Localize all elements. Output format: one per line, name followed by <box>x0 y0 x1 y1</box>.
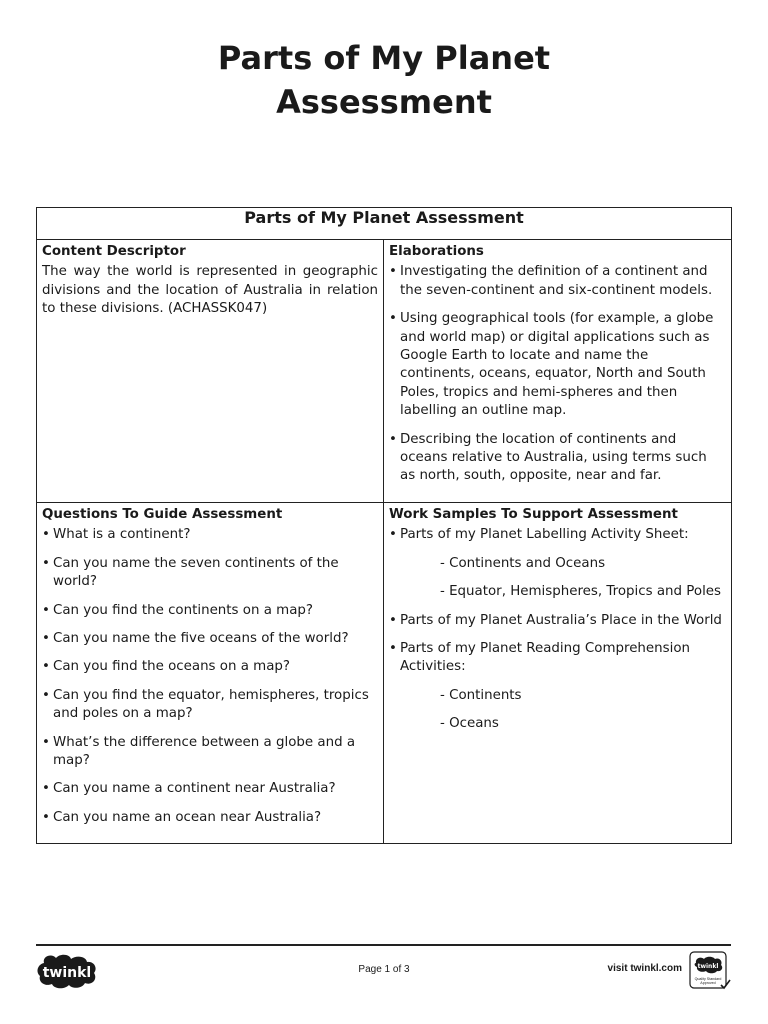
badge-text: twinkl <box>697 963 719 970</box>
elaborations-cell <box>384 240 732 503</box>
visit-link[interactable]: visit twinkl.com <box>607 963 682 974</box>
questions-title: Questions To Guide Assessment <box>42 506 283 522</box>
sub-list-item: - Continents and Oceans <box>440 555 606 571</box>
content-descriptor-title: Content Descriptor <box>42 244 186 259</box>
list-item: • Can you name the five oceans of the world? <box>42 630 378 648</box>
quality-badge <box>689 951 731 991</box>
list-item: • Can you name the seven continents of the world? <box>42 555 378 592</box>
page-number: Page 1 of 3 <box>358 964 410 975</box>
assessment-table <box>36 207 732 844</box>
list-item: • Parts of my Planet Labelling Activity Sheet: <box>389 526 726 544</box>
sub-list-item: - Equator, Hemispheres, Tropics and Poles <box>440 584 722 600</box>
list-item: • Parts of my Planet Australia’s Place in the World <box>389 612 726 630</box>
sub-list-item: - Continents <box>440 687 522 703</box>
table-heading: Parts of My Planet Assessment <box>37 208 732 240</box>
questions-cell <box>37 502 384 843</box>
work-samples-list <box>389 526 726 544</box>
page-title-line-1: Parts of My Planet <box>217 39 551 77</box>
questions-list <box>42 526 378 827</box>
badge-caption-line-2: Approved <box>700 981 716 985</box>
elaborations-title: Elaborations <box>389 244 484 259</box>
page-title <box>0 36 768 124</box>
sub-list-item: - Oceans <box>440 716 499 732</box>
list-item: • Parts of my Planet Reading Comprehension Activities: <box>389 640 726 677</box>
list-item: • Investigating the definition of a continent and the seven-continent and six-continent models. <box>389 263 726 300</box>
badge-caption-line-1: Quality Standard <box>694 977 722 981</box>
work-samples-list-2 <box>389 612 726 677</box>
list-item: • Using geographical tools (for example, a globe and world map) or digital applications such as Google Earth to locate and name the continents, oceans, equator, North and South Poles, tropics and hemi-spheres and then labelling an outline map. <box>389 310 726 420</box>
work-samples-cell <box>384 502 732 843</box>
work-samples-title: Work Samples To Support Assessment <box>389 506 678 522</box>
footer-divider <box>36 944 731 946</box>
list-item: • What is a continent? <box>42 526 378 544</box>
list-item: • What’s the difference between a globe and a map? <box>42 734 378 771</box>
page-title-line-2: Assessment <box>276 83 492 121</box>
list-item: • Can you find the equator, hemispheres, tropics and poles on a map? <box>42 687 378 724</box>
list-item: • Can you find the oceans on a map? <box>42 658 378 676</box>
list-item: • Can you name a continent near Australia? <box>42 780 378 798</box>
content-descriptor-text: The way the world is represented in geographic divisions and the location of Australia in relation to these divisions. (ACHASSK047) <box>42 264 378 317</box>
list-item: • Can you find the continents on a map? <box>42 602 378 620</box>
list-item: • Describing the location of continents and oceans relative to Australia, using terms such as north, south, opposite, near and far. <box>389 431 726 486</box>
elaborations-list <box>389 263 726 485</box>
list-item: • Can you name an ocean near Australia? <box>42 809 378 827</box>
content-descriptor-cell <box>37 240 384 503</box>
logo-text: twinkl <box>42 965 92 981</box>
